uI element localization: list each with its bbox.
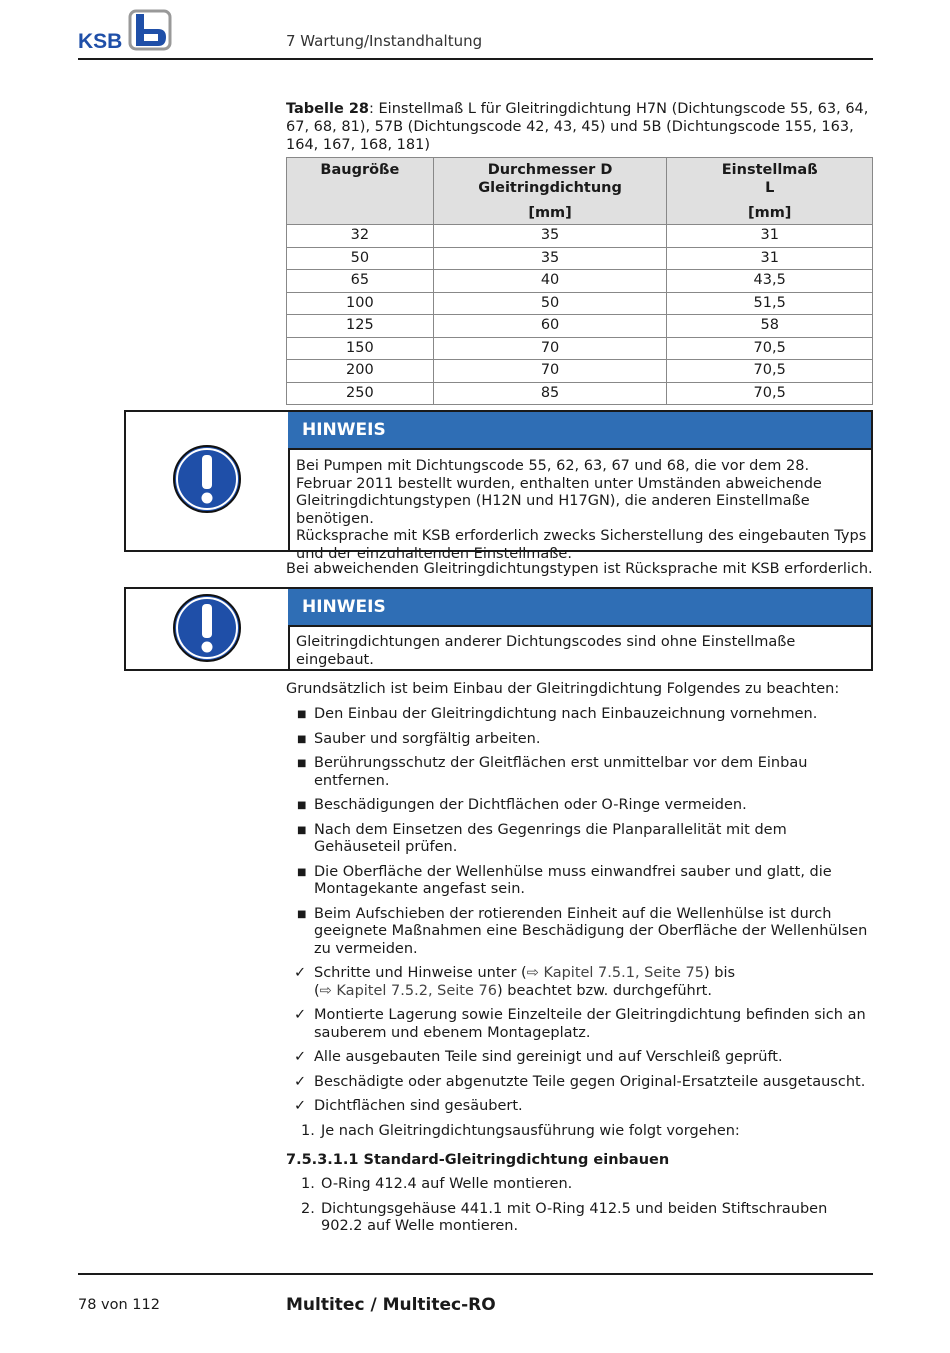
notice-paragraph: Rücksprache mit KSB erforderlich zwecks Sicherstellung des eingebauten Typs und der einzuhaltenden Einstellmaße. bbox=[296, 528, 867, 562]
step-list bbox=[286, 1176, 873, 1236]
list-item: ■ Die Oberfläche der Wellenhülse muss einwandfrei sauber und glatt, die Montagekante angefast sein. bbox=[297, 863, 832, 897]
notice-paragraph: Bei Pumpen mit Dichtungscode 55, 62, 63, 67 und 68, die vor dem 28. Februar 2011 bestellt wurden, enthalten unter Umständen abweichende Gleitringdichtungstypen (H12N und H17GN), die anderen Einstellmaße benötigen. bbox=[296, 458, 822, 527]
table-cell: 40 bbox=[433, 270, 667, 293]
list-item: ■ Berührungsschutz der Gleitflächen erst unmittelbar vor dem Einbau entfernen. bbox=[297, 755, 808, 789]
table-row bbox=[287, 270, 873, 293]
checkmark-icon: ✓ bbox=[294, 965, 307, 981]
table-caption-label: Tabelle 28 bbox=[286, 101, 370, 117]
exclamation-icon bbox=[172, 593, 242, 663]
table-cell: 35 bbox=[433, 247, 667, 270]
table-cell: 58 bbox=[667, 315, 873, 338]
list-item: ■ Beim Aufschieben der rotierenden Einheit auf die Wellenhülse ist durch geeignete Maßnahmen eine Beschädigung der Oberfläche der Wellenhülsen zu vermeiden. bbox=[297, 905, 868, 957]
checkmark-icon: ✓ bbox=[294, 1098, 307, 1114]
unit-setting: [mm] bbox=[667, 204, 873, 225]
check-item: ✓ Beschädigte oder abgenutzte Teile gegen Original-Ersatzteile ausgetauscht. bbox=[294, 1073, 866, 1090]
checkmark-icon: ✓ bbox=[294, 1049, 307, 1065]
table-cell: 31 bbox=[667, 225, 873, 248]
notice-box-2 bbox=[124, 587, 873, 671]
notice-icon-cell bbox=[126, 412, 290, 550]
column-header-size: Baugröße bbox=[287, 158, 434, 225]
table-cell: 50 bbox=[433, 292, 667, 315]
table-row bbox=[287, 382, 873, 405]
chapter-link[interactable]: ⇨ Kapitel 7.5.2, Seite 76 bbox=[319, 982, 497, 999]
table-cell: 150 bbox=[287, 337, 434, 360]
table-caption-text: : Einstellmaß L für Gleitringdichtung H7N (Dichtungscode 55, 63, 64, 67, 68, 81), 57B (Dichtungscode 42, 43, 45) und 5B (Dichtungscode 155, 163, 164, 167, 168, 181) bbox=[286, 101, 869, 153]
table-row bbox=[287, 292, 873, 315]
table-cell: 50 bbox=[287, 247, 434, 270]
notice-title: HINWEIS bbox=[288, 412, 871, 450]
paragraph-between: Bei abweichenden Gleitringdichtungstypen ist Rücksprache mit KSB erforderlich. bbox=[286, 561, 873, 577]
table-body bbox=[287, 225, 873, 405]
step-item: 1. O-Ring 412.4 auf Welle montieren. bbox=[301, 1176, 573, 1192]
table-cell: 125 bbox=[287, 315, 434, 338]
notice-text bbox=[296, 458, 867, 563]
notice-box-1 bbox=[124, 410, 873, 562]
table-cell: 70 bbox=[433, 360, 667, 383]
column-header-setting: Einstellmaß L bbox=[667, 158, 873, 205]
footer-rule bbox=[78, 1273, 873, 1275]
check-item: ✓ Montierte Lagerung sowie Einzelteile der Gleitringdichtung befinden sich an sauberem und ebenem Montageplatz. bbox=[294, 1007, 866, 1041]
product-name: Multitec / Multitec-RO bbox=[286, 1295, 496, 1315]
table-row bbox=[287, 315, 873, 338]
table-row bbox=[287, 360, 873, 383]
list-item: ■ Nach dem Einsetzen des Gegenrings die Planparallelität mit dem Gehäuseteil prüfen. bbox=[297, 821, 787, 855]
table-cell: 70,5 bbox=[667, 382, 873, 405]
table-row bbox=[287, 225, 873, 248]
instruction-list bbox=[286, 706, 873, 1140]
table-cell: 32 bbox=[287, 225, 434, 248]
section-heading: 7.5.3.1.1 Standard-Gleitringdichtung einbauen bbox=[286, 1152, 670, 1168]
table-row bbox=[287, 247, 873, 270]
column-header-diameter: Durchmesser D Gleitringdichtung bbox=[433, 158, 667, 205]
table-cell: 35 bbox=[433, 225, 667, 248]
table-caption bbox=[286, 100, 876, 154]
header-rule bbox=[78, 58, 873, 60]
chapter-link[interactable]: ⇨ Kapitel 7.5.1, Seite 75 bbox=[526, 965, 704, 981]
exclamation-icon bbox=[172, 444, 242, 514]
check-item: ✓ Dichtflächen sind gesäubert. bbox=[294, 1098, 523, 1114]
setting-dimension-table bbox=[286, 157, 873, 405]
unit-diameter: [mm] bbox=[433, 204, 667, 225]
checkmark-icon: ✓ bbox=[294, 1073, 307, 1090]
ksb-logo-text: KSB bbox=[78, 30, 123, 52]
table-cell: 43,5 bbox=[667, 270, 873, 293]
table-row bbox=[287, 337, 873, 360]
list-item: ■ Sauber und sorgfältig arbeiten. bbox=[297, 730, 541, 747]
step-item: 1. Je nach Gleitringdichtungsausführung wie folgt vorgehen: bbox=[301, 1122, 740, 1139]
table-cell: 60 bbox=[433, 315, 667, 338]
ksb-logo bbox=[78, 8, 178, 52]
intro-paragraph: Grundsätzlich ist beim Einbau der Gleitringdichtung Folgendes zu beachten: bbox=[286, 681, 840, 697]
checkmark-icon: ✓ bbox=[294, 1007, 307, 1023]
notice-text: Gleitringdichtungen anderer Dichtungscodes sind ohne Einstellmaße eingebaut. bbox=[296, 634, 796, 668]
table-cell: 250 bbox=[287, 382, 434, 405]
table-cell: 200 bbox=[287, 360, 434, 383]
check-item: ✓ Schritte und Hinweise unter (⇨ Kapitel 7.5.1, Seite 75) bis (⇨ Kapitel 7.5.2, Seite 76) beachtet bzw. durchgeführt. bbox=[294, 965, 736, 999]
check-item: ✓ Alle ausgebauten Teile sind gereinigt und auf Verschleiß geprüft. bbox=[294, 1049, 783, 1065]
table-cell: 70 bbox=[433, 337, 667, 360]
chapter-title: 7 Wartung/Instandhaltung bbox=[286, 32, 483, 50]
list-item: ■ Beschädigungen der Dichtflächen oder O-Ringe vermeiden. bbox=[297, 797, 747, 813]
table-cell: 85 bbox=[433, 382, 667, 405]
list-item: ■ Den Einbau der Gleitringdichtung nach Einbauzeichnung vornehmen. bbox=[297, 706, 818, 722]
table-cell: 100 bbox=[287, 292, 434, 315]
table-cell: 70,5 bbox=[667, 337, 873, 360]
notice-icon-cell bbox=[126, 589, 290, 669]
page-number: 78 von 112 bbox=[78, 1297, 160, 1313]
notice-title: HINWEIS bbox=[288, 589, 871, 627]
table-cell: 51,5 bbox=[667, 292, 873, 315]
table-cell: 31 bbox=[667, 247, 873, 270]
table-cell: 65 bbox=[287, 270, 434, 293]
step-item: 2. Dichtungsgehäuse 441.1 mit O-Ring 412.5 und beiden Stiftschrauben 902.2 auf Welle montieren. bbox=[301, 1200, 828, 1234]
table-cell: 70,5 bbox=[667, 360, 873, 383]
